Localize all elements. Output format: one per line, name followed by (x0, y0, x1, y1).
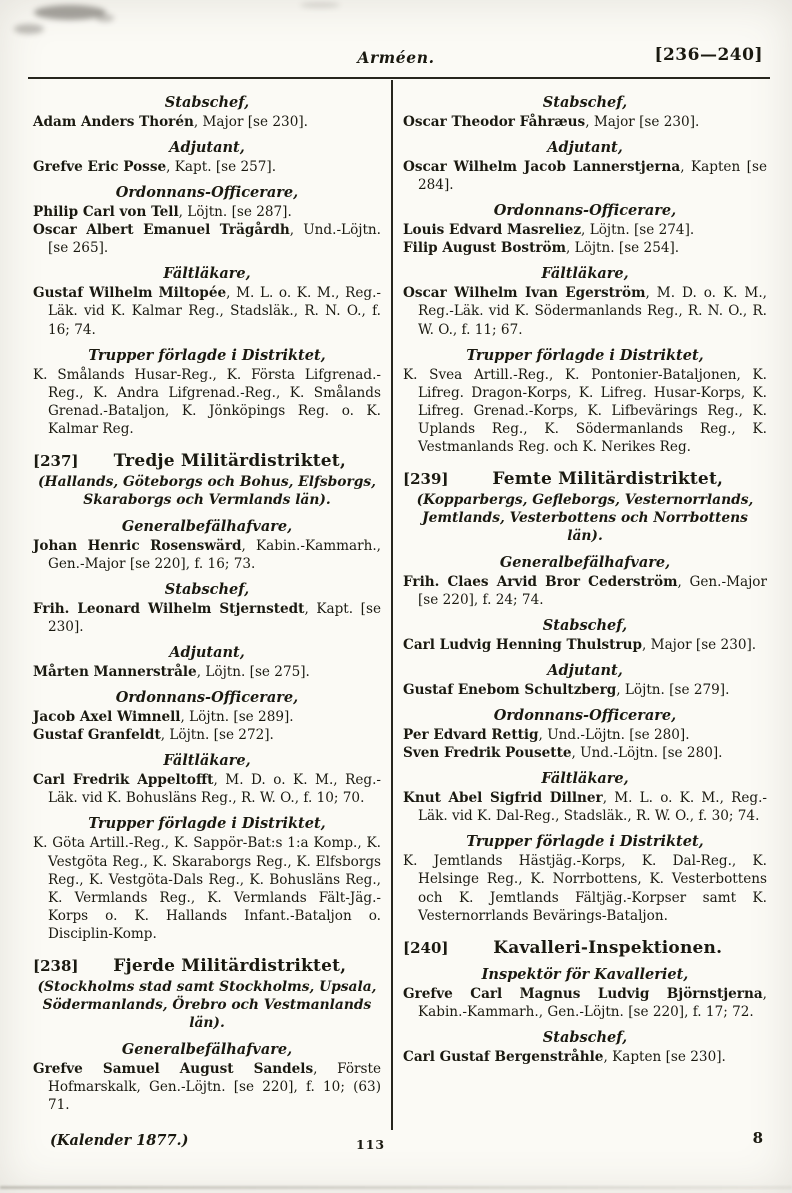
section-number: [240] (403, 938, 449, 957)
person-entry: Oscar Wilhelm Jacob Lannerstjerna, Kapten [se 284]. (403, 159, 768, 194)
troop-list-entry: K. Smålands Husar-Reg., K. Första Lifgrenad.-Reg., K. Andra Lifgrenad.-Reg., K. Smålands Grenad.-Bataljon, K. Jönköpings Reg. o. K. Kalmar Reg. (33, 366, 381, 437)
section-title: Tredje Militärdistriktet, (113, 450, 346, 471)
person-entry: Grefve Eric Posse, Kapt. [se 257]. (33, 159, 277, 176)
person-entry: Johan Henric Rosenswärd, Kabin.-Kammarh., Gen.-Major [se 220], f. 16; 73. (33, 537, 381, 572)
person-entry: Per Edvard Rettig, Und.-Löjtn. [se 280]. (403, 727, 690, 744)
scan-bottom-edge (0, 1186, 792, 1189)
office-label: Stabschef, (164, 580, 250, 598)
person-entry: Philip Carl von Tell, Löjtn. [se 287]. (33, 204, 292, 221)
office-label: Stabschef, (164, 94, 250, 111)
troop-list-entry: K. Göta Artill.-Reg., K. Sappör-Bat:s 1:a Komp., K. Vestgöta Reg., K. Skaraborgs Reg., K. Elfsborgs Reg., K. Vestgöta-Dals Reg., K. Bohusläns Reg., K. Vermlands Reg., K. Vermlands Fält-Jäg.-Korps o. K. Hallands Infant.-Bataljon o. Disciplin-Komp. (33, 835, 381, 942)
left-column (33, 86, 381, 1114)
office-label: Ordonnans-Officerare, (493, 707, 677, 725)
person-entry: Knut Abel Sigfrid Dillner, M. L. o. K. M., Reg.-Läk. vid K. Dal-Reg., Stadsläk., R. W. O., f. 30; 74. (403, 790, 767, 825)
scan-artifact (300, 2, 340, 8)
office-label: Adjutant, (547, 662, 623, 680)
section-subtitle: (Stockholms stad samt Stockholms, Upsala, Södermanlands, Örebro och Vestmanlands län). (37, 978, 377, 1031)
person-name: Grefve Samuel August Sandels (33, 1060, 314, 1077)
office-label: Adjutant, (547, 139, 623, 157)
person-entry: Gustaf Enebom Schultzberg, Löjtn. [se 279]. (403, 682, 730, 699)
person-name: Oscar Albert Emanuel Trägårdh (33, 222, 290, 239)
person-name: Knut Abel Sigfrid Dillner (403, 790, 603, 807)
office-label: Ordonnans-Officerare, (115, 689, 299, 707)
person-name: Mårten Mannerstråle (33, 664, 197, 681)
person-name: Philip Carl von Tell (33, 204, 179, 221)
person-entry: Carl Ludvig Henning Thulstrup, Major [se 230]. (403, 636, 757, 653)
section-heading (33, 956, 381, 976)
office-label: Inspektör för Kavalleriet, (481, 965, 689, 983)
person-entry: Frih. Leonard Wilhelm Stjernstedt, Kapt. [se 230]. (33, 600, 381, 636)
right-column (403, 86, 767, 1066)
section-heading (403, 938, 767, 958)
office-label: Trupper förlagde i Distriktet, (466, 346, 704, 364)
person-entry: Frih. Claes Arvid Bror Cederström, Gen.-Major [se 220], f. 24; 74. (403, 573, 767, 608)
person-entry: Jacob Axel Wimnell, Löjtn. [se 289]. (33, 709, 294, 726)
section-subtitle: (Hallands, Göteborgs och Bohus, Elfsborgs, Skaraborgs och Vermlands län). (38, 473, 376, 508)
person-entry: Carl Fredrik Appeltofft, M. D. o. K. M., Reg.-Läk. vid K. Bohusläns Reg., R. W. O., f. 10; 70. (33, 772, 381, 807)
office-label: Generalbefälhafvare, (121, 1040, 293, 1058)
office-label: Stabschef, (542, 616, 628, 634)
person-entry: Louis Edvard Masreliez, Löjtn. [se 274]. (403, 222, 695, 239)
person-name: Per Edvard Rettig (403, 727, 539, 744)
office-label: Fältläkare, (163, 752, 251, 770)
person-entry: Oscar Albert Emanuel Trägårdh, Und.-Löjtn. [se 265]. (33, 222, 382, 257)
person-name: Adam Anders Thorén (33, 114, 194, 130)
person-name: Oscar Wilhelm Jacob Lannerstjerna (403, 159, 681, 176)
section-number: [237] (33, 451, 79, 470)
person-name: Gustaf Wilhelm Miltopée (33, 285, 227, 302)
person-name: Gustaf Enebom Schultzberg (403, 682, 617, 699)
person-name: Gustaf Granfeldt (33, 727, 161, 744)
person-name: Frih. Leonard Wilhelm Stjernstedt (33, 600, 305, 617)
person-name: Carl Ludvig Henning Thulstrup (403, 636, 643, 653)
person-entry: Carl Gustaf Bergenstråhle, Kapten [se 230]. (403, 1048, 726, 1065)
section-heading (403, 469, 767, 489)
office-label: Generalbefälhafvare, (121, 517, 293, 535)
person-name: Sven Fredrik Pousette (403, 745, 572, 762)
person-entry: Oscar Theodor Fåhræus, Major [se 230]. (403, 114, 700, 130)
person-name: Louis Edvard Masreliez (403, 222, 582, 239)
person-name: Oscar Theodor Fåhræus (403, 114, 586, 130)
office-label: Adjutant, (169, 644, 245, 662)
footer-signature-number: 8 (752, 1129, 763, 1147)
person-entry: Grefve Carl Magnus Ludvig Björnstjerna, Kabin.-Kammarh., Gen.-Löjtn. [se 220], f. 17; 72. (403, 985, 767, 1020)
page-reference-range: [236—240] (654, 45, 763, 65)
office-label: Stabschef, (542, 94, 628, 111)
office-label: Fältläkare, (163, 265, 251, 283)
scan-artifact (14, 24, 44, 34)
office-label: Trupper förlagde i Distriktet, (466, 833, 704, 851)
section-heading (33, 451, 381, 471)
section-number: [239] (403, 470, 449, 489)
section-subtitle: (Kopparbergs, Gefleborgs, Vesternorrlands, Jemtlands, Vesterbottens och Norrbottens län). (416, 492, 754, 544)
office-label: Fältläkare, (541, 265, 629, 283)
person-name: Grefve Carl Magnus Ludvig Björnstjerna (403, 985, 763, 1002)
person-name: Oscar Wilhelm Ivan Egerström (403, 285, 646, 302)
troop-list-entry: K. Jemtlands Hästjäg.-Korps, K. Dal-Reg., K. Helsinge Reg., K. Norrbottens, K. Vesterbottens och K. Jemtlands Fältjäg.-Korpser samt K. Vesternorrlands Bevärings-Bataljon. (403, 853, 767, 924)
person-name: Filip August Boström (403, 240, 566, 257)
person-entry: Sven Fredrik Pousette, Und.-Löjtn. [se 280]. (403, 745, 723, 762)
office-label: Fältläkare, (541, 770, 629, 788)
person-name: Frih. Claes Arvid Bror Cederström (403, 573, 678, 590)
person-entry: Gustaf Granfeldt, Löjtn. [se 272]. (33, 727, 274, 744)
column-divider (391, 80, 393, 1130)
section-number: [238] (33, 956, 79, 975)
office-label: Trupper förlagde i Distriktet, (88, 815, 326, 833)
person-name: Carl Fredrik Appeltofft (33, 772, 214, 789)
person-entry: Mårten Mannerstråle, Löjtn. [se 275]. (33, 664, 310, 681)
scan-artifact (96, 14, 114, 22)
footer-edition-note: (Kalender 1877.) (50, 1132, 189, 1149)
office-label: Ordonnans-Officerare, (493, 202, 677, 220)
person-name: Johan Henric Rosenswärd (33, 537, 242, 554)
office-label: Ordonnans-Officerare, (115, 184, 299, 202)
person-name: Jacob Axel Wimnell (33, 709, 181, 726)
header-rule (28, 77, 770, 79)
section-title: Fjerde Militärdistriktet, (113, 955, 347, 976)
person-entry: Gustaf Wilhelm Miltopée, M. L. o. K. M., Reg.-Läk. vid K. Kalmar Reg., Stadsläk., R. N. O., f. 16; 74. (33, 285, 381, 338)
person-entry: Oscar Wilhelm Ivan Egerström, M. D. o. K. M., Reg.-Läk. vid K. Södermanlands Reg., R. N. O., R. W. O., f. 11; 67. (403, 285, 767, 338)
office-label: Adjutant, (169, 139, 245, 157)
person-entry: Filip August Boström, Löjtn. [se 254]. (403, 240, 680, 257)
person-name: Grefve Eric Posse (33, 159, 167, 176)
section-title: Femte Militärdistriktet, (492, 469, 724, 490)
troop-list-entry: K. Svea Artill.-Reg., K. Pontonier-Bataljonen, K. Lifreg. Dragon-Korps, K. Lifreg. Husar-Korps, K. Lifreg. Grenad.-Korps, K. Lifbevärings Reg., K. Uplands Reg., K. Södermanlands Reg., K. Vestmanlands Reg. och K. Nerikes Reg. (403, 366, 767, 455)
person-name: Carl Gustaf Bergenstråhle (403, 1048, 604, 1065)
section-title: Kavalleri-Inspektionen. (493, 937, 723, 958)
office-label: Trupper förlagde i Distriktet, (88, 346, 326, 364)
office-label: Generalbefälhafvare, (499, 553, 671, 571)
footer-page-number: 113 (356, 1137, 386, 1152)
page-header-title: Arméen. (357, 48, 435, 67)
person-entry: Grefve Samuel August Sandels, Förste Hofmarskalk, Gen.-Löjtn. [se 220], f. 10; (63) 71. (33, 1060, 381, 1113)
office-label: Stabschef, (542, 1028, 628, 1046)
person-entry: Adam Anders Thorén, Major [se 230]. (33, 114, 308, 130)
